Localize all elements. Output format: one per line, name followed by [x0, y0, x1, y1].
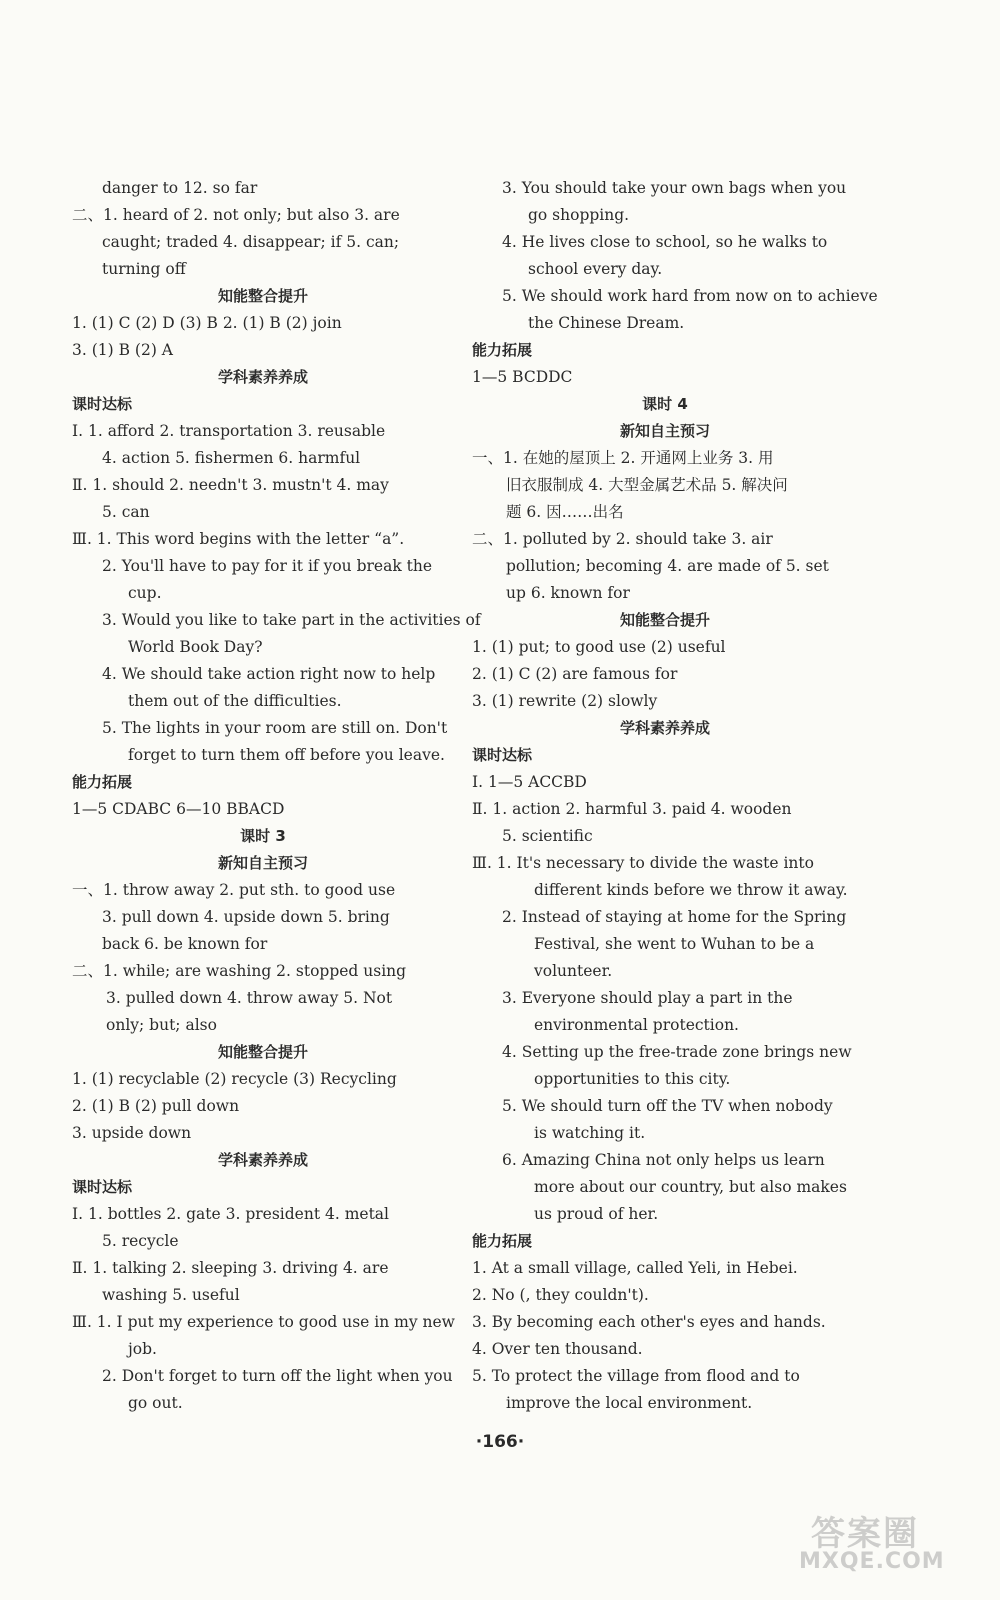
- answer-line: Ⅲ. 1. It's necessary to divide the waste into: [472, 854, 814, 872]
- answer-line: 4. We should take action right now to help: [102, 665, 436, 683]
- answer-line: washing 5. useful: [102, 1286, 240, 1304]
- answer-line: school every day.: [528, 260, 663, 278]
- section-subtitle: 课时达标: [72, 395, 133, 413]
- answer-line: 3. Would you like to take part in the activities of: [102, 611, 481, 629]
- answer-line: 一、1. throw away 2. put sth. to good use: [72, 881, 396, 899]
- answer-line: danger to 12. so far: [102, 179, 258, 197]
- answer-line: 5. recycle: [102, 1232, 179, 1250]
- answer-line: pollution; becoming 4. are made of 5. set: [506, 557, 829, 575]
- answer-line: 2. Don't forget to turn off the light when you: [102, 1367, 453, 1385]
- answer-line: is watching it.: [534, 1124, 646, 1142]
- answer-line: 1. (1) put; to good use (2) useful: [472, 638, 726, 656]
- answer-line: 二、1. polluted by 2. should take 3. air: [472, 530, 773, 548]
- answer-line: 2. (1) C (2) are famous for: [472, 665, 678, 683]
- section-subtitle: 能力拓展: [472, 1232, 533, 1250]
- answer-line: more about our country, but also makes: [534, 1178, 847, 1196]
- answer-line: job.: [128, 1340, 157, 1358]
- answer-line: 4. Setting up the free-trade zone brings new: [502, 1043, 852, 1061]
- answer-line: different kinds before we throw it away.: [534, 881, 848, 899]
- section-title: 课时 3: [240, 827, 286, 845]
- answer-line: the Chinese Dream.: [528, 314, 685, 332]
- answer-line: Ⅱ. 1. should 2. needn't 3. mustn't 4. may: [72, 476, 389, 494]
- answer-line: 3. (1) B (2) A: [72, 341, 173, 359]
- answer-line: Ⅰ. 1. afford 2. transportation 3. reusable: [72, 422, 386, 440]
- answer-line: 一、1. 在她的屋顶上 2. 开通网上业务 3. 用: [472, 449, 774, 467]
- answer-line: 二、1. heard of 2. not only; but also 3. are: [72, 206, 400, 224]
- answer-line: Ⅱ. 1. talking 2. sleeping 3. driving 4. are: [72, 1259, 389, 1277]
- answer-line: 3. Everyone should play a part in the: [502, 989, 793, 1007]
- answer-line: 3. By becoming each other's eyes and hands.: [472, 1313, 826, 1331]
- answer-line: environmental protection.: [534, 1016, 739, 1034]
- section-subtitle: 课时达标: [72, 1178, 133, 1196]
- answer-line: 1. (1) recyclable (2) recycle (3) Recycling: [72, 1070, 397, 1088]
- answer-line: go shopping.: [528, 206, 630, 224]
- right-column: [472, 175, 878, 1417]
- answer-line: caught; traded 4. disappear; if 5. can;: [102, 233, 400, 251]
- answer-line: World Book Day?: [128, 638, 263, 656]
- answer-line: 5. scientific: [502, 827, 593, 845]
- answer-line: 2. You'll have to pay for it if you break the: [102, 557, 433, 575]
- answer-line: 5. We should work hard from now on to achieve: [502, 287, 878, 305]
- section-title: 学科素养养成: [217, 1151, 308, 1169]
- answer-line: only; but; also: [106, 1016, 217, 1034]
- answer-line: 旧衣服制成 4. 大型金属艺术品 5. 解决问: [506, 476, 788, 494]
- section-title: 知能整合提升: [619, 611, 710, 629]
- section-title: 学科素养养成: [217, 368, 308, 386]
- answer-line: 1. At a small village, called Yeli, in Hebei.: [472, 1259, 798, 1277]
- section-subtitle: 能力拓展: [472, 341, 533, 359]
- answer-line: cup.: [128, 584, 162, 602]
- answer-line: back 6. be known for: [102, 935, 268, 953]
- answer-line: 5. We should turn off the TV when nobody: [502, 1097, 833, 1115]
- answer-line: 5. can: [102, 503, 150, 521]
- answer-line: 1—5 CDABC 6—10 BBACD: [72, 800, 285, 818]
- answer-line: Ⅰ. 1—5 ACCBD: [472, 773, 587, 791]
- answer-line: forget to turn them off before you leave.: [128, 746, 445, 764]
- answer-line: 4. action 5. fishermen 6. harmful: [102, 449, 361, 467]
- section-title: 知能整合提升: [217, 287, 308, 305]
- answer-line: Ⅲ. 1. This word begins with the letter “a”.: [72, 530, 405, 548]
- answer-line: 3. pulled down 4. throw away 5. Not: [106, 989, 393, 1007]
- answer-line: 2. No (, they couldn't).: [472, 1286, 649, 1304]
- answer-line: Ⅲ. 1. I put my experience to good use in my new: [72, 1313, 455, 1331]
- answer-line: up 6. known for: [506, 584, 630, 602]
- answer-line: 4. He lives close to school, so he walks to: [502, 233, 828, 251]
- section-subtitle: 课时达标: [472, 746, 533, 764]
- answer-line: opportunities to this city.: [534, 1070, 731, 1088]
- answer-line: 题 6. 因……出名: [506, 503, 624, 521]
- section-title: 课时 4: [642, 395, 688, 413]
- answer-line: go out.: [128, 1394, 183, 1412]
- answer-line: 2. (1) B (2) pull down: [72, 1097, 240, 1115]
- left-column: [72, 175, 481, 1417]
- page-number: ·166·: [475, 1432, 525, 1452]
- answer-line: 3. upside down: [72, 1124, 192, 1142]
- answer-line: 5. To protect the village from flood and to: [472, 1367, 800, 1385]
- answer-line: 1. (1) C (2) D (3) B 2. (1) B (2) join: [72, 314, 342, 332]
- answer-line: 6. Amazing China not only helps us learn: [502, 1151, 825, 1169]
- answer-line: 1—5 BCDDC: [472, 368, 573, 386]
- answer-line: Ⅰ. 1. bottles 2. gate 3. president 4. metal: [72, 1205, 390, 1223]
- answer-line: 二、1. while; are washing 2. stopped using: [72, 962, 407, 980]
- watermark-logo: 答案圈 MXQE.COM: [799, 1514, 945, 1574]
- answer-line: Festival, she went to Wuhan to be a: [534, 935, 815, 953]
- answer-line: turning off: [102, 260, 186, 278]
- section-title: 新知自主预习: [217, 854, 308, 872]
- answer-line: us proud of her.: [534, 1205, 659, 1223]
- answer-line: volunteer.: [534, 962, 613, 980]
- answer-line: 5. The lights in your room are still on. Don't: [102, 719, 448, 737]
- answer-line: 4. Over ten thousand.: [472, 1340, 643, 1358]
- answer-line: them out of the difficulties.: [128, 692, 342, 710]
- answer-line: 3. (1) rewrite (2) slowly: [472, 692, 658, 710]
- answer-line: 2. Instead of staying at home for the Spring: [502, 908, 847, 926]
- answer-line: 3. You should take your own bags when you: [502, 179, 847, 197]
- answer-line: Ⅱ. 1. action 2. harmful 3. paid 4. wooden: [472, 800, 792, 818]
- answer-line: improve the local environment.: [506, 1394, 753, 1412]
- section-title: 知能整合提升: [217, 1043, 308, 1061]
- section-title: 学科素养养成: [619, 719, 710, 737]
- section-title: 新知自主预习: [619, 422, 710, 440]
- answer-line: 3. pull down 4. upside down 5. bring: [102, 908, 390, 926]
- section-subtitle: 能力拓展: [72, 773, 133, 791]
